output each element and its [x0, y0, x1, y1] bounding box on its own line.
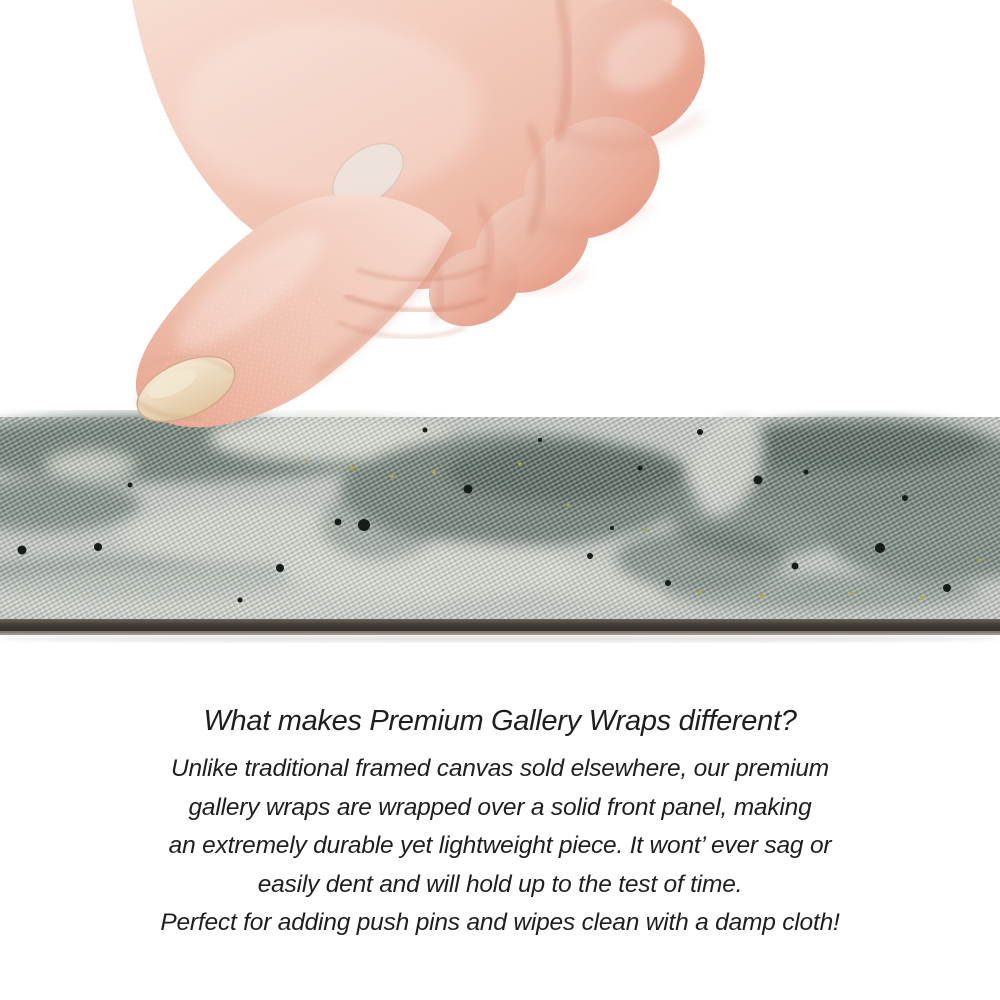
body-line-5: Perfect for adding push pins and wipes clean with a damp cloth!: [160, 909, 840, 936]
canvas-panel-side-edge: [0, 619, 1000, 633]
text-block: [0, 703, 1000, 943]
hand-photo: [0, 0, 1000, 450]
body-line-1: Unlike traditional framed canvas sold elsewhere, our premium: [171, 755, 829, 782]
canvas-ground-shadow: [2, 636, 998, 642]
heading: What makes Premium Gallery Wraps different?: [203, 705, 797, 737]
body-line-2: gallery wraps are wrapped over a solid front panel, making: [188, 793, 812, 821]
body-line-3: an extremely durable yet lightweight piece. It wont’ ever sag or: [168, 832, 832, 859]
body-line-4: easily dent and will hold up to the test of time.: [257, 870, 743, 898]
canvas-edge-highlight: [0, 631, 1000, 635]
